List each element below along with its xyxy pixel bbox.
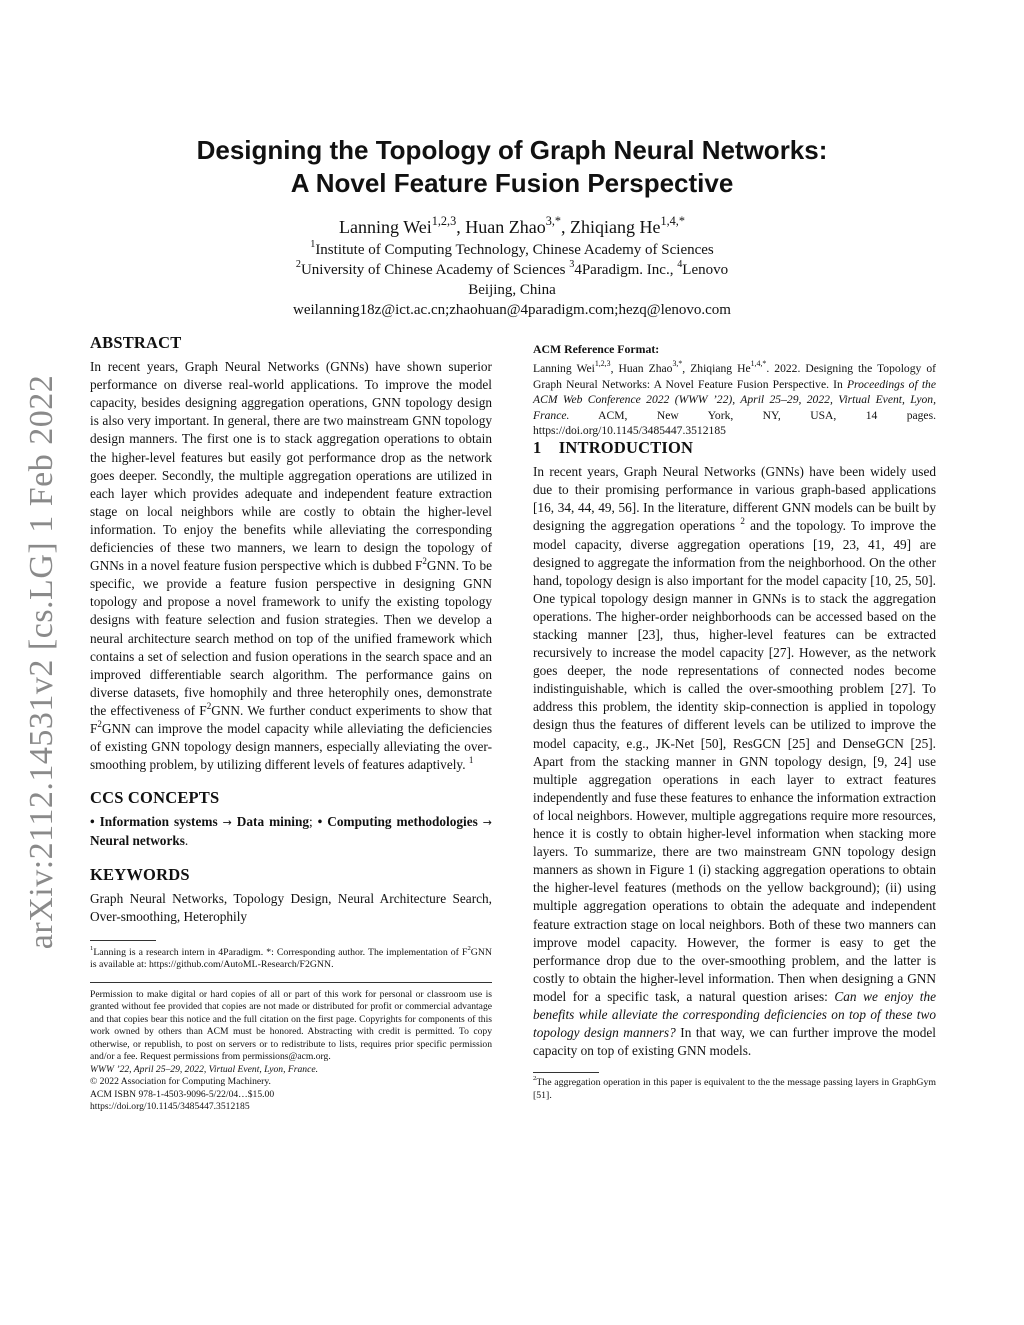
author-affil-mark: 3,*: [545, 213, 561, 228]
permission-notice: Permission to make digital or hard copies of all or part of this work for personal or classroom use is granted without fee provided that copies are not made or distributed for profit or commercial advantage and that copies bear this notice and the full citation on the first page. Copyrights for components of this work owned by others than ACM must be honored. Abstracting with credit is permitted. To copy otherwise, or republish, to post on servers or to redistribute to lists, requires prior specific permission and/or a fee. Request permissions from permissions@acm.org.: [90, 988, 492, 1063]
affil-mark: 2: [295, 258, 301, 270]
author-emails: weilanning18z@ict.ac.cn;zhaohuan@4paradigm.com;hezq@lenovo.com: [293, 302, 731, 318]
acm-reference-heading: ACM Reference Format:: [533, 342, 660, 356]
abstract-text-part: GNN. We further conduct experiments to show that F: [90, 702, 492, 736]
doi-link[interactable]: https://doi.org/10.1145/3485447.3512185: [90, 1101, 250, 1113]
conference-info: WWW ’22, April 25–29, 2022, Virtual Event, Lyon, France.: [90, 1063, 318, 1075]
intro-text-part: In recent years, Graph Neural Networks (GNNs) have been widely used due to their promising performance in various graph-based applications [16, 34, 44, 49, 56]. In the literature, different GNN models can be built by designing the aggregation operations: [533, 464, 936, 534]
keywords-section: [90, 866, 492, 926]
affil-text: University of Chinese Academy of Sciences: [300, 262, 570, 278]
abstract-text-part: GNN can improve the model capacity while alleviating the deficiencies of existing GNN topology design manners, especially alleviating the over-smoothing problem, by utilizing different levels of features adaptively.: [90, 720, 492, 773]
affil-mark: 1: [310, 238, 316, 250]
ref-text: . 2022. Designing the Topology of Graph Neural Networks: A Novel Feature Fusion Perspective. In: [533, 362, 936, 391]
affiliation-line: [0, 240, 1024, 260]
ref-author: , Zhiqiang He: [682, 362, 751, 376]
ccs-heading: CCS CONCEPTS: [90, 788, 220, 808]
title-line-2: A Novel Feature Fusion Perspective: [290, 168, 734, 198]
author-separator: ,: [561, 217, 570, 237]
research-question: Can we enjoy the benefits while alleviate the corresponding deficiencies on top of these two topology design manners?: [533, 988, 936, 1041]
footnote-mark[interactable]: 1: [468, 754, 474, 765]
ccs-separator: ;: [309, 814, 318, 830]
arxiv-identifier: arXiv:2112.14531v2 [cs.LG] 1 Feb 2022: [23, 374, 60, 950]
paper-title: [0, 134, 1024, 200]
superscript: 2: [97, 718, 102, 729]
affiliation-line: [0, 260, 1024, 280]
arrow-icon: →: [222, 816, 232, 830]
intro-text-part: In that way, we can further improve the model capacity on top of existing GNN models.: [533, 1025, 936, 1059]
affiliations: [0, 240, 1024, 320]
ref-author: , Huan Zhao: [610, 362, 673, 376]
affil-mark: 3: [569, 258, 575, 270]
superscript: 1,4,*: [750, 359, 767, 369]
superscript: 2: [422, 555, 427, 566]
acm-reference-text: [533, 361, 936, 439]
affil-text: 4Paradigm. Inc.,: [574, 262, 678, 278]
ccs-category: • Information systems: [90, 814, 218, 830]
introduction-text: [533, 463, 936, 1060]
introduction-heading: 1 INTRODUCTION: [533, 438, 694, 458]
footnote-divider: [533, 1072, 599, 1073]
permission-divider: [90, 982, 492, 983]
affiliation-city: Beijing, China: [468, 282, 556, 298]
ref-proceedings: Proceedings of the ACM Web Conference 2022 (WWW ’22), April 25–29, 2022, Virtual Event, Lyon, France.: [533, 377, 936, 422]
right-column: [533, 340, 936, 1102]
ccs-concept: Data mining: [231, 814, 309, 830]
footnote-mark: 2: [533, 1075, 537, 1083]
abstract-text-part: In recent years, Graph Neural Networks (GNNs) have shown superior performance on diverse real-world applications. To improve the model capacity, besides designing aggregation operations, GNN topology design is also very important. In general, there are two mainstream GNN topology design manners. The first one is to stack aggregation operations to obtain the higher-level features but easily got performance drop as the network goes deeper. Secondly, the multiple aggregation operations are utilized in each layer which provides adequate and independent feature extraction stage on local neighbors while are costly to obtain the higher-level information. To enjoy the benefits while alleviating the corresponding deficiencies of these two manners, we learn to design the topology of GNNs in a novel feature fusion perspective which is dubbed F: [90, 359, 492, 574]
affil-text: Institute of Computing Technology, Chinese Academy of Sciences: [315, 242, 714, 258]
superscript: 1,2,3: [594, 359, 611, 369]
ccs-category: • Computing methodologies: [317, 814, 478, 830]
author-name: Lanning Wei: [339, 217, 432, 237]
keywords-heading: KEYWORDS: [90, 864, 190, 884]
ccs-end: .: [184, 833, 189, 849]
footnote-text: The aggregation operation in this paper is equivalent to the the message passing layers in GraphGym [51].: [533, 1077, 936, 1101]
author-name: Huan Zhao: [465, 217, 546, 237]
author-separator: ,: [456, 217, 466, 237]
author-list: [0, 213, 1024, 238]
superscript: 2: [206, 700, 212, 711]
footnote-divider: [90, 940, 156, 941]
affil-text: Lenovo: [682, 262, 729, 278]
author-affil-mark: 1,4,*: [660, 213, 685, 228]
abstract-text: [90, 358, 492, 774]
copyright-line: © 2022 Association for Computing Machinery.: [90, 1076, 271, 1088]
arrow-icon: →: [482, 816, 493, 830]
footnote-text: Lanning is a research intern in 4Paradigm. *: Corresponding author. The implementation of F: [93, 946, 468, 958]
keywords-text: Graph Neural Networks, Topology Design, Neural Architecture Search, Over-smoothing, Heterophily: [90, 890, 492, 924]
superscript: 2: [467, 944, 471, 952]
footnote-text: GNN is available at: https://github.com/AutoML-Research/F2GNN.: [90, 946, 492, 971]
author-name: Zhiqiang He: [570, 217, 661, 237]
superscript: 3,*: [672, 359, 683, 369]
left-column: [90, 334, 492, 1114]
ref-author: Lanning Wei: [533, 362, 595, 376]
title-line-1: Designing the Topology of Graph Neural Networks:: [196, 135, 828, 165]
abstract-heading: ABSTRACT: [90, 333, 182, 352]
abstract-text-part: GNN. To be specific, we provide a feature fusion perspective in designing GNN topology and propose a novel framework to unify the existing topology designs with feature selection and fusion strategies. Then we develop a neural architecture search method on top of the unified framework which contains a set of selection and fusion operations in the search space and an improved differentiable search algorithm. The performance gains on diverse datasets, five homophily and three heterophily ones, demonstrate the effectiveness of F: [90, 558, 492, 718]
footnote-mark[interactable]: 2: [740, 516, 745, 527]
ccs-text: [90, 813, 492, 850]
affil-mark: 4: [677, 258, 683, 270]
footnote-mark: 1: [90, 944, 94, 952]
footnote-1: [90, 944, 492, 972]
intro-text-part: and the topology. To improve the model capacity, diverse aggregation operations [19, 23, 41, 49] are designed to aggregate the information from the neighborhood. On the other hand, topology design is also important for the model capacity [10, 25, 50]. One typical topology design manner in GNNs is to stack the aggregation operations. The higher-order neighborhoods can be accessed based on the stacking manner [23], thus, higher-level features can be extracted recursively to increase the model capacity [27]. However, as the network goes deeper, the node representations of connected nodes become indistinguishable, which is called the over-smoothing problem [27]. To address this problem, the identity skip-connection is applied in topology design thus the features of different levels can be utilized to improve the model capacity, e.g., JK-Net [50], ResGCN [25] and DenseGCN [25]. Apart from the stacking manner in GNN topology design, [9, 24] use multiple aggregation operations in each layer to extract features independently and fuse these features to enhance the information extraction of local neighbors. However, multiple aggregations require more resources, hence it is costly to obtain higher-level information when stacking more layers. To summarize, there are two mainstream GNN topology design manners as shown in Figure 1 (i) stacking aggregation operations to obtain the higher-level features (methods on the yellow background); (ii) using multiple aggregation operations to obtain the adequate and independent feature extraction stage on local neighbors. Both of these two manners can improve model capacity. However, the former is easy to get the performance drop due to the over-smoothing problem, and the latter is costly to obtain the higher-level information. Then when designing a GNN model for a specific task, a natural question arises:: [533, 518, 936, 1004]
footnote-2: [533, 1077, 936, 1102]
author-affil-mark: 1,2,3: [431, 213, 457, 228]
ccs-concept: Neural networks: [90, 833, 185, 849]
isbn-line: ACM ISBN 978-1-4503-9096-5/22/04…$15.00: [90, 1088, 275, 1100]
ref-text: ACM, New York, NY, USA, 14 pages. https://doi.org/10.1145/3485447.3512185: [533, 408, 936, 438]
ccs-section: [90, 789, 492, 850]
